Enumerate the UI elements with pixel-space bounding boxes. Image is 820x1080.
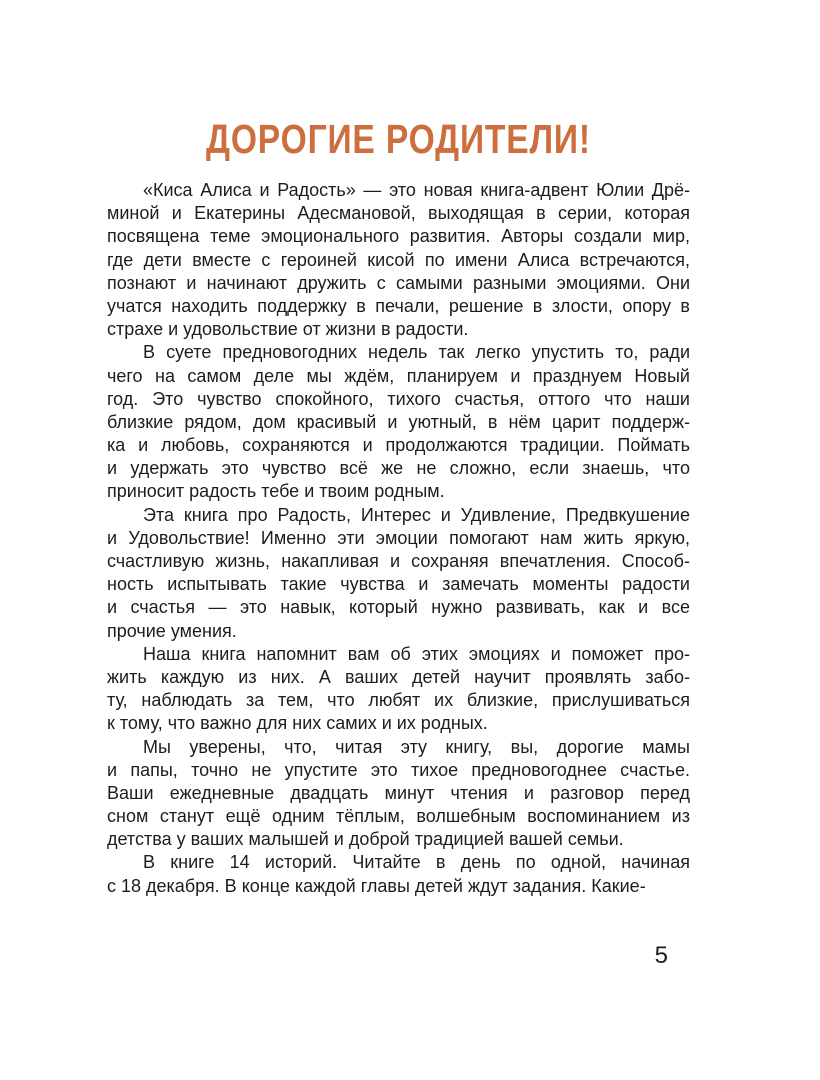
text-line: год. Это чувство спокойного, тихого счастья, оттого что наши [107, 388, 690, 409]
text-line: В книге 14 историй. Читайте в день по одной, начиная [143, 852, 690, 873]
text-line: к тому, что важно для них самих и их родных. [107, 713, 488, 734]
text-line: где дети вместе с героиней кисой по имени Алиса встречаются, [107, 249, 690, 270]
paragraph [107, 504, 690, 643]
text-line: и удержать это чувство всё же не сложно, если знаешь, что [107, 458, 690, 479]
text-line: страхе и удовольствие от жизни в радости. [107, 319, 469, 340]
text-line: Эта книга про Радость, Интерес и Удивление, Предвкушение [143, 504, 690, 525]
text-line: и счастья — это навык, который нужно развивать, как и все [107, 597, 690, 618]
page-number: 5 [654, 942, 668, 969]
text-line: посвящена теме эмоционального развития. Авторы создали мир, [107, 226, 690, 247]
text-line: ность испытывать такие чувства и замечать моменты радости [107, 574, 690, 595]
text-line: миной и Екатерины Адесмановой, выходящая в серии, которая [107, 203, 690, 224]
paragraph [107, 643, 690, 736]
text-line: ту, наблюдать за тем, что любят их близкие, прислушиваться [107, 690, 690, 711]
paragraph [107, 341, 690, 503]
text-line: с 18 декабря. В конце каждой главы детей ждут задания. Какие- [107, 875, 646, 896]
text-line: приносит радость тебе и твоим родным. [107, 481, 445, 502]
text-line: и папы, точно не упустите это тихое предновогоднее счастье. [107, 759, 690, 780]
paragraph [107, 736, 690, 852]
text-line: детства у ваших малышей и доброй традицией вашей семьи. [107, 829, 624, 850]
text-line: познают и начинают дружить с самыми разными эмоциями. Они [107, 272, 690, 293]
text-line: Ваши ежедневные двадцать минут чтения и разговор перед [107, 782, 690, 803]
text-line: Мы уверены, что, читая эту книгу, вы, дорогие мамы [143, 736, 690, 757]
text-line: жить каждую из них. А ваших детей научит проявлять забо- [107, 666, 690, 687]
text-line: «Киса Алиса и Радость» — это новая книга-адвент Юлии Дрё- [143, 180, 690, 200]
text-line: ка и любовь, сохраняются и продолжаются традиции. Поймать [107, 435, 690, 456]
body-text [107, 179, 690, 898]
paragraph [107, 179, 690, 341]
text-line: близкие рядом, дом красивый и уютный, в нём царит поддерж- [107, 411, 690, 432]
text-line: чего на самом деле мы ждём, планируем и празднуем Новый [107, 365, 690, 386]
text-line: и Удовольствие! Именно эти эмоции помогают нам жить яркую, [107, 527, 690, 548]
text-line: счастливую жизнь, накапливая и сохраняя впечатления. Способ- [107, 551, 690, 571]
text-line: Наша книга напомнит вам об этих эмоциях и поможет про- [143, 643, 690, 664]
text-line: прочие умения. [107, 620, 237, 641]
text-line: учатся находить поддержку в печали, решение в злости, опору в [107, 295, 690, 316]
text-line: сном станут ещё одним тёплым, волшебным воспоминанием из [107, 806, 690, 827]
page-title: ДОРОГИЕ РОДИТЕЛИ! [206, 116, 591, 162]
paragraph [107, 851, 690, 897]
text-line: В суете предновогодних недель так легко упустить то, ради [143, 342, 690, 363]
